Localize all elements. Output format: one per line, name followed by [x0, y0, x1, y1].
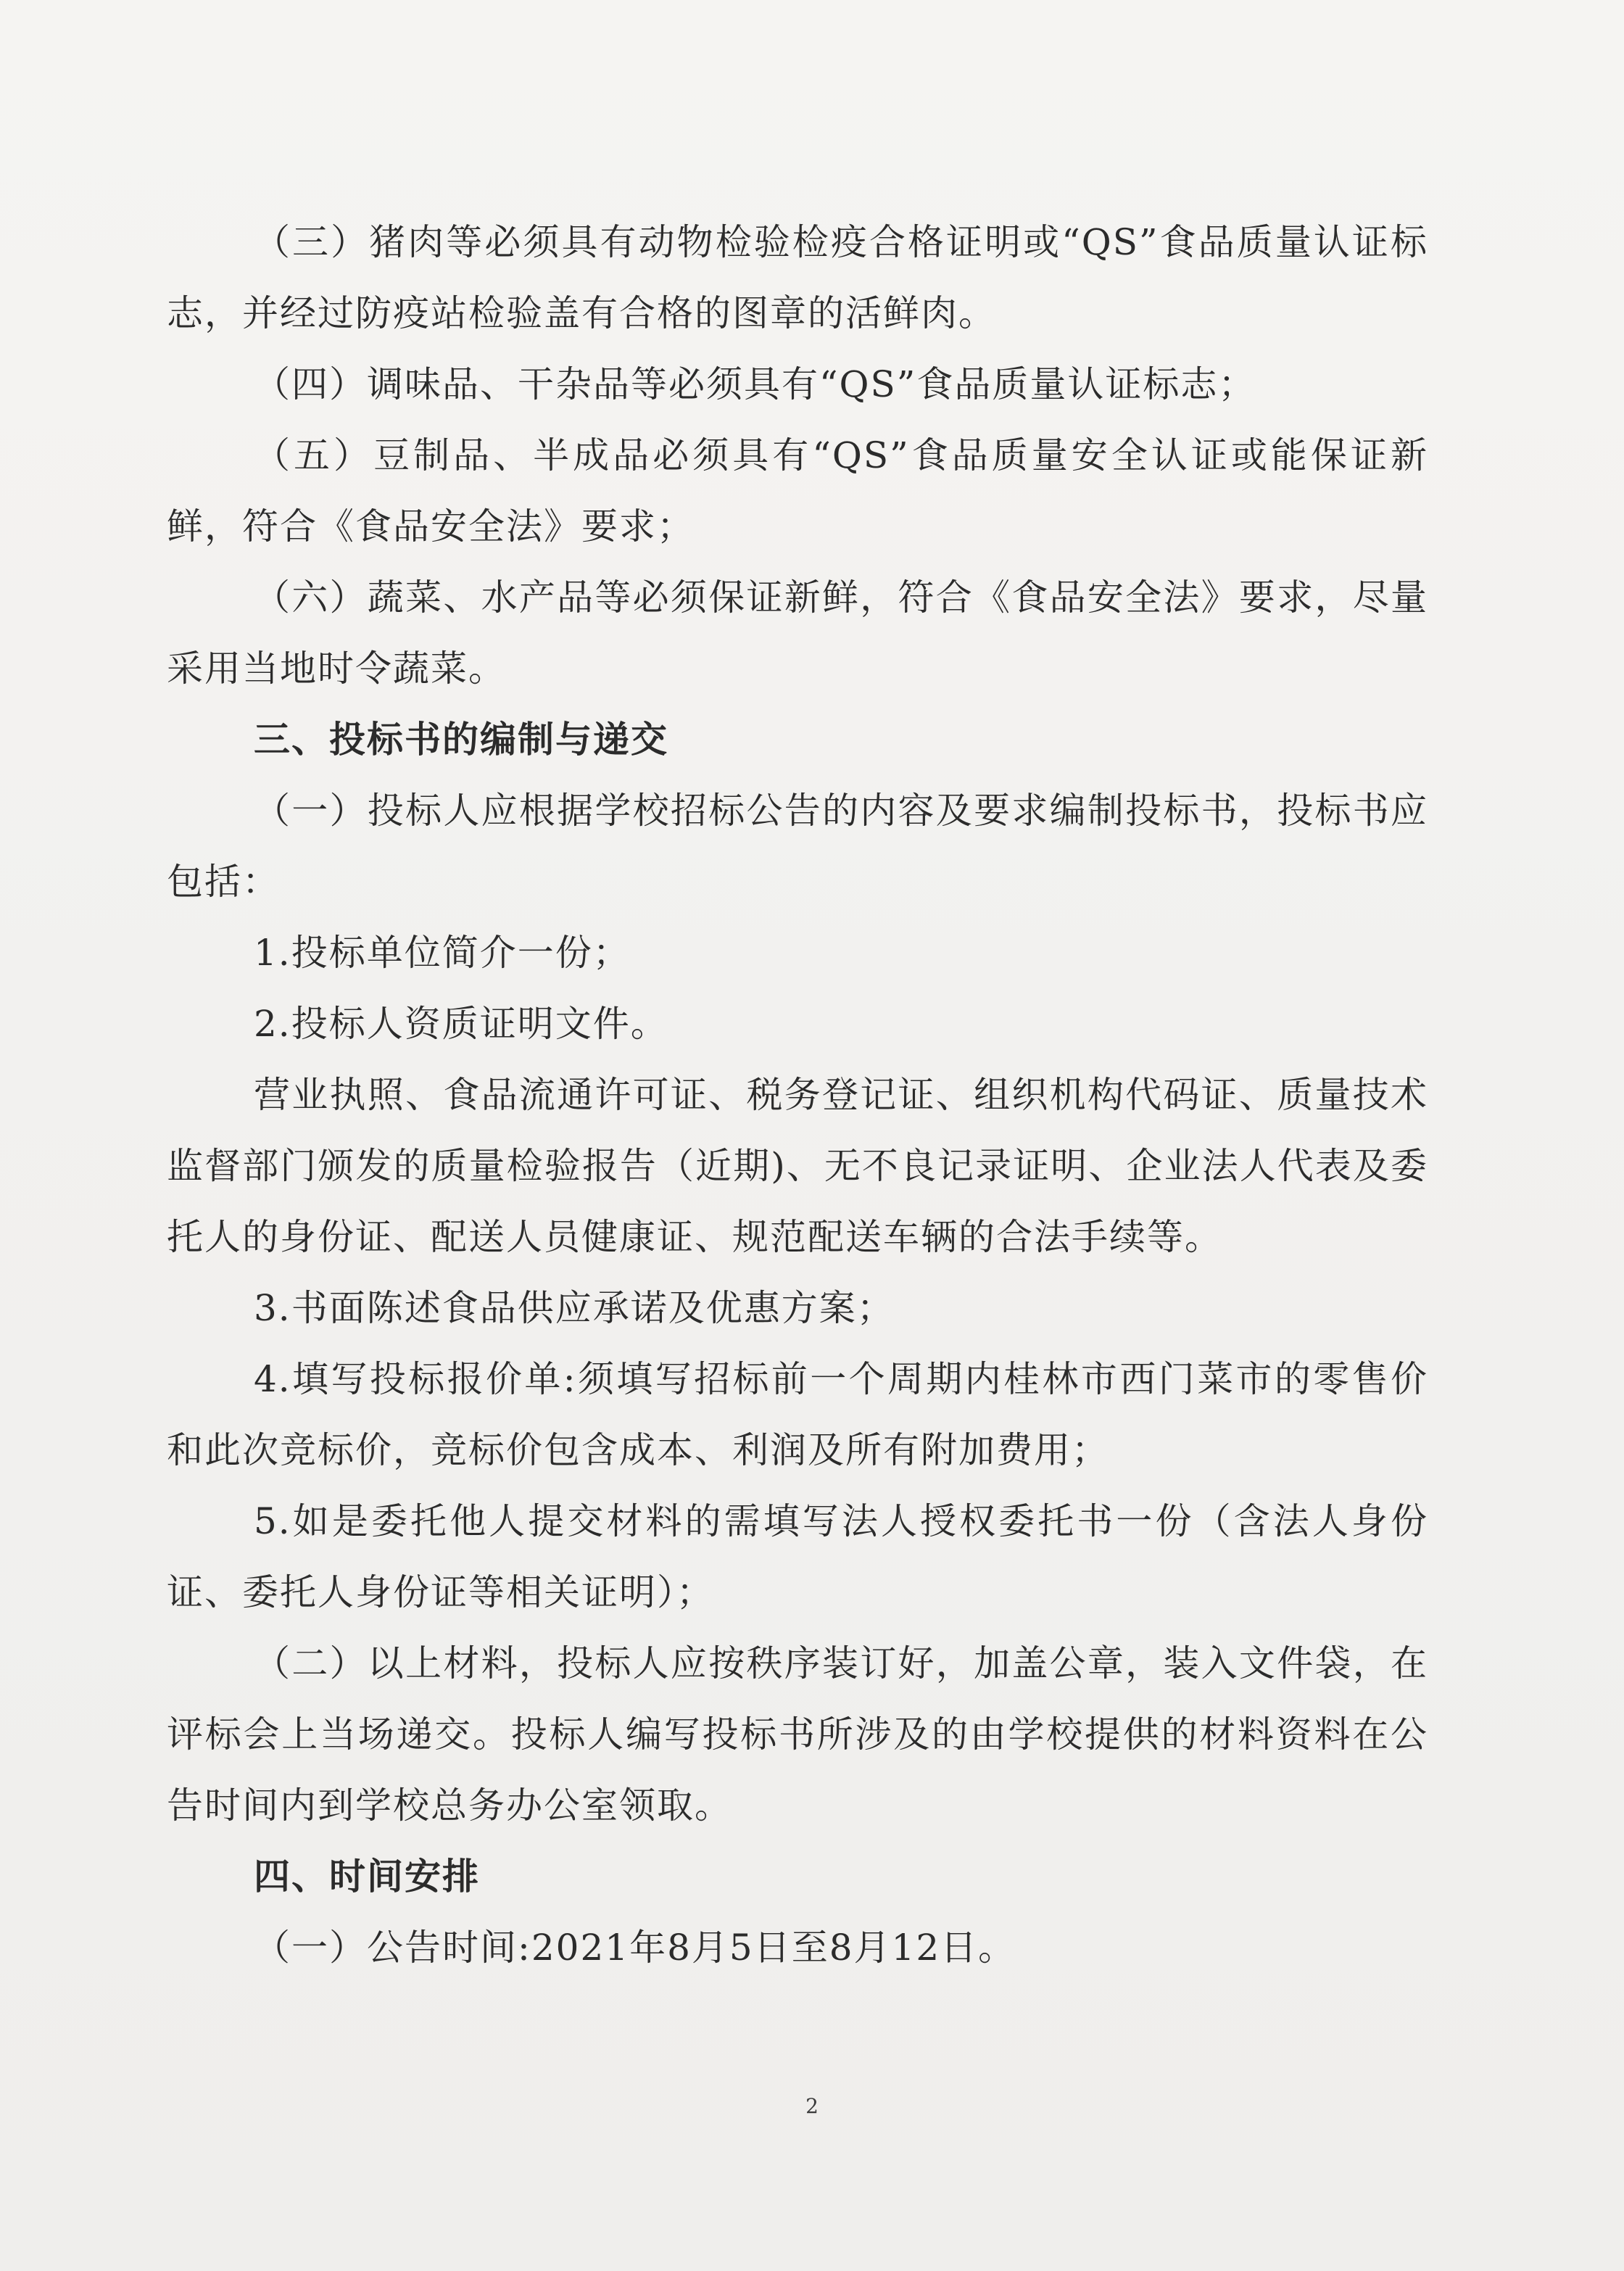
paragraph-license-list: 营业执照、食品流通许可证、税务登记证、组织机构代码证、质量技术监督部门颁发的质量检验报告（近期)、无不良记录证明、企业法人代表及委托人的身份证、配送人员健康证、规范配送车辆的合法手续等。	[167, 1074, 1428, 1258]
list-item-supply-commitment: 3.书面陈述食品供应承诺及优惠方案；	[254, 1287, 895, 1329]
paragraph-submission: （二）以上材料，投标人应按秩序装订好，加盖公章，装入文件袋，在评标会上当场递交。投标人编写投标书所涉及的由学校提供的材料资料在公告时间内到学校总务办公室领取。	[167, 1642, 1428, 1827]
document-body	[167, 207, 1428, 1983]
section-heading-schedule: 四、时间安排	[254, 1856, 480, 1898]
paragraph-item-6-vegetables: （六）蔬菜、水产品等必须保证新鲜，符合《食品安全法》要求，尽量采用当地时令蔬菜。	[167, 576, 1428, 690]
paragraph-announcement-time: （一）公告时间:2021年8月5日至8月12日。	[254, 1927, 1016, 1969]
list-item-price-sheet: 4.填写投标报价单:须填写招标前一个周期内桂林市西门菜市的零售价和此次竞标价，竞标价包含成本、利润及所有附加费用；	[167, 1358, 1428, 1471]
list-item-company-profile: 1.投标单位简介一份；	[254, 932, 631, 974]
list-item-authorization: 5.如是委托他人提交材料的需填写法人授权委托书一份（含法人身份证、委托人身份证等相关证明）；	[167, 1500, 1428, 1613]
paragraph-item-5-bean-products: （五）豆制品、半成品必须具有“QS”食品质量安全认证或能保证新鲜，符合《食品安全法》要求；	[167, 434, 1428, 547]
paragraph-item-3-pork: （三）猪肉等必须具有动物检验检疫合格证明或“QS”食品质量认证标志，并经过防疫站检验盖有合格的图章的活鲜肉。	[167, 221, 1428, 334]
paragraph-item-4-seasoning: （四）调味品、干杂品等必须具有“QS”食品质量认证标志；	[254, 363, 1256, 405]
page-number: 2	[805, 2094, 819, 2118]
section-heading-bid-document: 三、投标书的编制与递交	[254, 719, 668, 761]
list-item-qualification: 2.投标人资质证明文件。	[254, 1003, 668, 1045]
paragraph-bid-requirements: （一）投标人应根据学校招标公告的内容及要求编制投标书，投标书应包括：	[167, 790, 1428, 903]
